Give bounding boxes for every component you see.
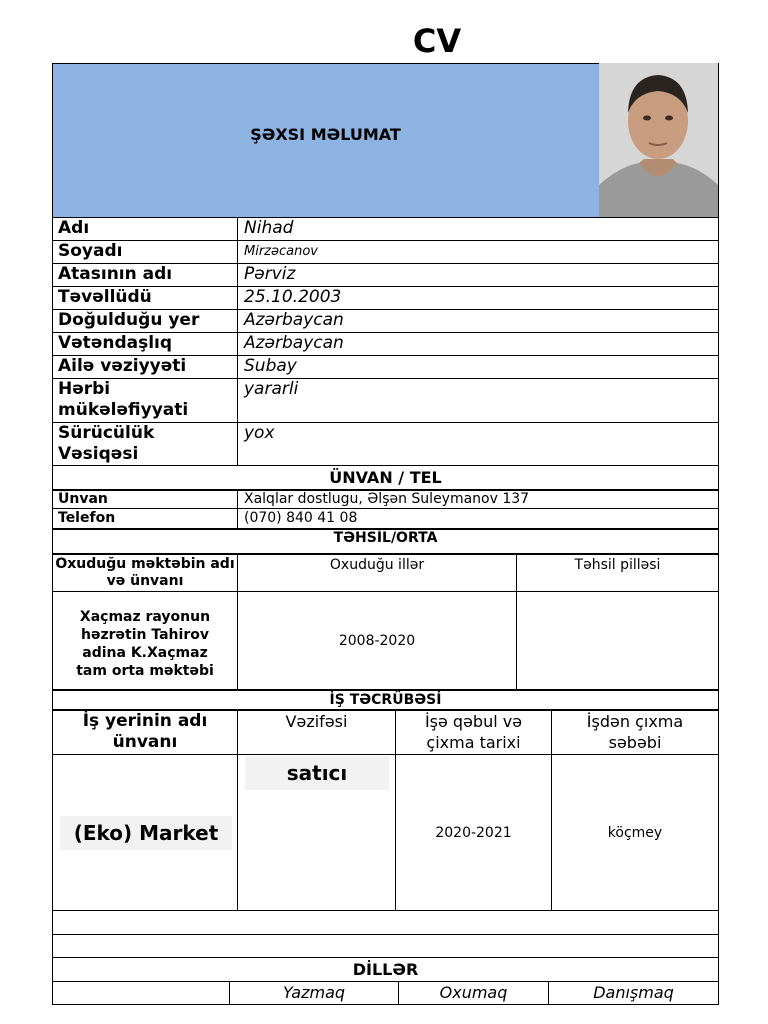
address-value: Xalqlar dostlugu, Əlşən Suleymanov 137 xyxy=(244,491,530,507)
edu-years-value: 2008-2020 xyxy=(237,591,517,690)
personal-value-cell xyxy=(237,378,719,423)
lang-col-writing: Yazmaq xyxy=(229,981,399,1005)
blank-row xyxy=(52,934,719,958)
personal-value: Mirzəcanov xyxy=(244,244,318,259)
personal-value-cell xyxy=(237,217,719,241)
personal-section-title: ŞƏXSI MƏLUMAT xyxy=(250,125,401,144)
lang-col-speaking: Danışmaq xyxy=(548,981,719,1005)
personal-label-cell xyxy=(52,309,238,333)
phone-label-cell xyxy=(52,508,238,529)
personal-label: Vətəndaşlıq xyxy=(58,333,173,353)
personal-value-cell xyxy=(237,240,719,264)
exp-position-cell xyxy=(237,754,396,911)
personal-label: Adı xyxy=(58,218,90,238)
personal-label-cell xyxy=(52,286,238,310)
exp-col-position: Vəzifəsi xyxy=(237,710,396,755)
personal-value: Azərbaycan xyxy=(244,310,344,330)
phone-value-cell xyxy=(237,508,719,529)
personal-label-cell xyxy=(52,355,238,379)
address-section-title: ÜNVAN / TEL xyxy=(52,465,719,490)
exp-col-reason: İşdən çıxma səbəbi xyxy=(551,710,719,755)
personal-value: Subay xyxy=(244,356,297,376)
personal-label-cell xyxy=(52,422,238,466)
edu-level-value xyxy=(516,591,719,690)
edu-col-school: Oxuduğu məktəbin adı və ünvanı xyxy=(52,554,238,592)
lang-blank-cell xyxy=(52,981,230,1005)
personal-label: Hərbi mükələfiyyati xyxy=(58,379,189,420)
personal-label: Ailə vəziyyəti xyxy=(58,356,187,376)
exp-col-workplace: İş yerinin adı ünvanı xyxy=(52,710,238,755)
personal-value-cell xyxy=(237,332,719,356)
exp-dates-value: 2020-2021 xyxy=(395,754,552,911)
personal-label: Soyadı xyxy=(58,241,123,261)
edu-school-value: Xaçmaz rayonun həzrətin Tahirov adina K.Xaçmaz tam orta məktəbi xyxy=(52,591,238,690)
personal-value: Nihad xyxy=(244,218,294,238)
phone-value: (070) 840 41 08 xyxy=(244,510,358,526)
exp-workplace-cell xyxy=(52,754,238,911)
experience-section-title: İŞ TƏCRÜBƏSİ xyxy=(52,690,719,710)
edu-col-years: Oxuduğu illər xyxy=(237,554,517,592)
personal-value: Pərviz xyxy=(244,264,296,284)
personal-value: Azərbaycan xyxy=(244,333,344,353)
personal-value-cell xyxy=(237,263,719,287)
personal-value-cell xyxy=(237,309,719,333)
personal-value: yox xyxy=(244,423,275,443)
exp-col-dates: İşə qəbul və çixma tarixi xyxy=(395,710,552,755)
profile-photo xyxy=(599,63,718,217)
personal-value: yararli xyxy=(244,379,299,399)
personal-label: Sürücülük Vəsiqəsi xyxy=(58,423,155,464)
address-label-cell xyxy=(52,490,238,509)
personal-label-cell xyxy=(52,240,238,264)
personal-label: Təvəllüdü xyxy=(58,287,152,307)
personal-label-cell xyxy=(52,332,238,356)
address-value-cell xyxy=(237,490,719,509)
phone-label: Telefon xyxy=(58,510,116,526)
blank-blue-row xyxy=(52,910,719,935)
personal-label-cell xyxy=(52,217,238,241)
exp-reason-value: köçmey xyxy=(551,754,719,911)
page-title: CV xyxy=(412,22,462,60)
lang-col-reading: Oxumaq xyxy=(398,981,549,1005)
personal-value-cell xyxy=(237,286,719,310)
personal-label-cell xyxy=(52,378,238,423)
personal-label: Doğulduğu yer xyxy=(58,310,200,330)
personal-value: 25.10.2003 xyxy=(244,287,342,307)
languages-section-title: DİLLƏR xyxy=(52,957,719,982)
education-section-title: TƏHSİL/ORTA xyxy=(52,529,719,554)
exp-workplace-value: (Eko) Market xyxy=(60,816,232,850)
edu-col-level: Təhsil pilləsi xyxy=(516,554,719,592)
personal-label: Atasının adı xyxy=(58,264,173,284)
personal-value-cell xyxy=(237,422,719,466)
address-label: Ünvan xyxy=(58,491,108,507)
personal-value-cell xyxy=(237,355,719,379)
personal-label-cell xyxy=(52,263,238,287)
exp-position-value: satıcı xyxy=(245,756,389,790)
